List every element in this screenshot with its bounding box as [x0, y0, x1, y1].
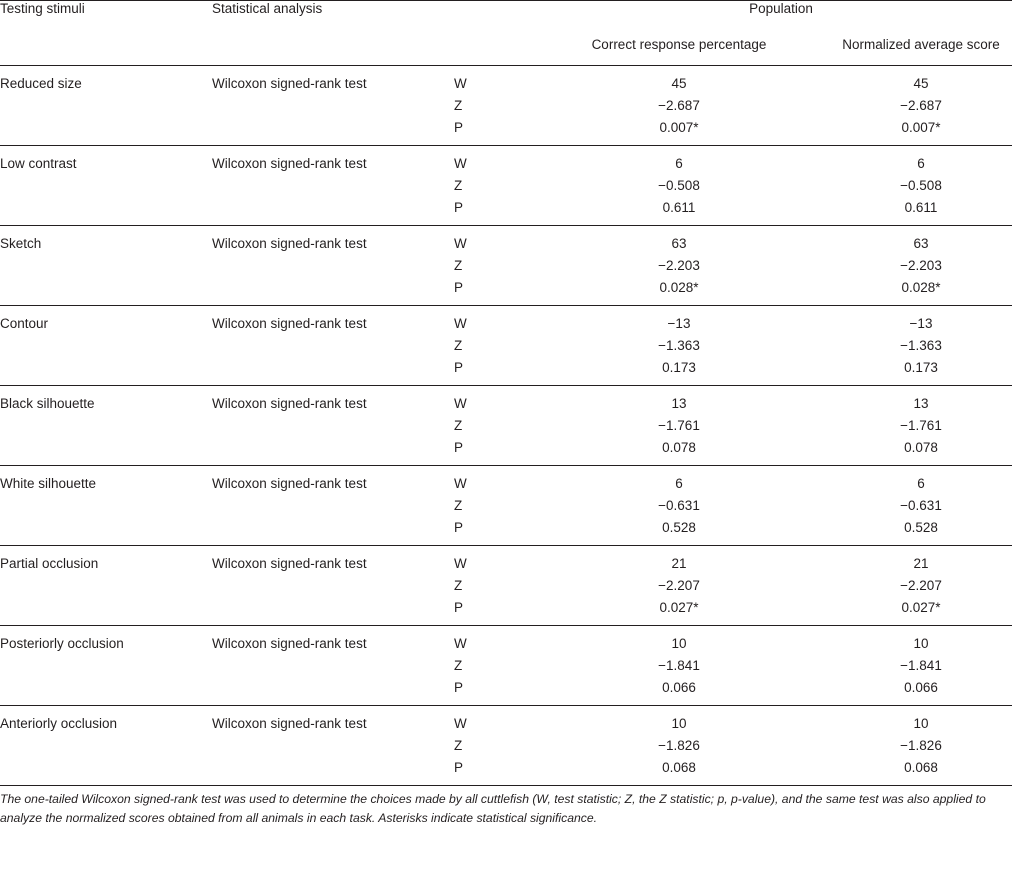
analysis-cell — [212, 66, 454, 146]
analysis-name: Wilcoxon signed-rank test — [212, 76, 367, 91]
table-row — [0, 146, 1012, 226]
correct-response-value: −0.631 — [658, 498, 700, 513]
correct-response-value: −0.508 — [658, 178, 700, 193]
normalized-score-value: 0.528 — [904, 520, 938, 535]
correct-response-value: −1.363 — [658, 338, 700, 353]
header-population — [550, 1, 1012, 38]
stat-label: W — [454, 156, 467, 171]
normalized-score-value: −13 — [909, 316, 933, 331]
normalized-score-value: −2.687 — [900, 98, 942, 113]
normalized-score-value: −1.363 — [900, 338, 942, 353]
stat-label: P — [454, 200, 464, 215]
stat-label-cell — [454, 306, 550, 386]
table-row — [0, 386, 1012, 466]
stat-label-cell — [454, 546, 550, 626]
stat-label-cell — [454, 706, 550, 786]
stat-label: W — [454, 76, 467, 91]
normalized-score-value: 0.027* — [901, 600, 941, 615]
correct-response-value: 0.027* — [659, 600, 699, 615]
table-caption: The one-tailed Wilcoxon signed-rank test was used to determine the choices made by all cuttlefish (W, test statistic; Z, the Z statistic; p, p-value), and the same test was also applied to analyze the normalized scores obtained from all animals in each task. Asterisks indicate statistical significance. — [0, 792, 986, 825]
analysis-name: Wilcoxon signed-rank test — [212, 396, 367, 411]
table-row — [0, 306, 1012, 386]
normalized-score-value: 21 — [913, 556, 929, 571]
stimulus-name: Partial occlusion — [0, 556, 99, 571]
stat-label: Z — [454, 498, 463, 513]
correct-response-value: −1.841 — [658, 658, 700, 673]
correct-response-value: 10 — [671, 636, 687, 651]
normalized-score-value: −2.207 — [900, 578, 942, 593]
correct-response-value: −1.761 — [658, 418, 700, 433]
analysis-cell — [212, 306, 454, 386]
header-population-label: Population — [749, 1, 813, 16]
stimulus-cell — [0, 466, 212, 546]
normalized-score-cell — [808, 306, 1012, 386]
correct-response-value: −1.826 — [658, 738, 700, 753]
correct-response-value: 0.028* — [659, 280, 699, 295]
normalized-score-value: −1.841 — [900, 658, 942, 673]
stat-label-cell — [454, 386, 550, 466]
stat-label: W — [454, 716, 467, 731]
table-body — [0, 66, 1012, 786]
stimulus-name: Posteriorly occlusion — [0, 636, 124, 651]
header-correct-response: Correct response percentage — [550, 37, 808, 66]
correct-response-value: 6 — [675, 476, 683, 491]
analysis-cell — [212, 386, 454, 466]
correct-response-value: −13 — [667, 316, 691, 331]
table-row — [0, 546, 1012, 626]
analysis-name: Wilcoxon signed-rank test — [212, 716, 367, 731]
stimulus-name: Low contrast — [0, 156, 77, 171]
stimulus-cell — [0, 226, 212, 306]
correct-response-value: 21 — [671, 556, 687, 571]
stimulus-name: Reduced size — [0, 76, 82, 91]
analysis-name: Wilcoxon signed-rank test — [212, 316, 367, 331]
correct-response-value: 0.078 — [662, 440, 696, 455]
normalized-score-value: 0.066 — [904, 680, 938, 695]
analysis-name: Wilcoxon signed-rank test — [212, 156, 367, 171]
header-row-2 — [0, 37, 1012, 66]
stimulus-cell — [0, 546, 212, 626]
stat-label: Z — [454, 738, 463, 753]
normalized-score-value: 6 — [917, 476, 925, 491]
normalized-score-cell — [808, 466, 1012, 546]
stimulus-name: Anteriorly occlusion — [0, 716, 118, 731]
normalized-score-cell — [808, 226, 1012, 306]
normalized-score-cell — [808, 626, 1012, 706]
normalized-score-value: 6 — [917, 156, 925, 171]
stat-label: Z — [454, 98, 463, 113]
stat-label: Z — [454, 658, 463, 673]
analysis-name: Wilcoxon signed-rank test — [212, 236, 367, 251]
analysis-cell — [212, 146, 454, 226]
correct-response-value: 0.066 — [662, 680, 696, 695]
normalized-score-value: 45 — [913, 76, 929, 91]
normalized-score-cell — [808, 706, 1012, 786]
normalized-score-value: 0.611 — [904, 200, 938, 215]
normalized-score-value: −2.203 — [900, 258, 942, 273]
correct-response-value: 0.528 — [662, 520, 696, 535]
normalized-score-value: 0.173 — [904, 360, 938, 375]
correct-response-value: −2.203 — [658, 258, 700, 273]
correct-response-value: 0.007* — [659, 120, 699, 135]
correct-response-value: −2.687 — [658, 98, 700, 113]
header-testing-stimuli: Testing stimuli — [0, 1, 212, 38]
normalized-score-value: 10 — [913, 636, 929, 651]
stat-label-cell — [454, 146, 550, 226]
normalized-score-value: −0.631 — [900, 498, 942, 513]
stimulus-name: White silhouette — [0, 476, 97, 491]
stat-label: P — [454, 280, 464, 295]
stat-label: Z — [454, 258, 463, 273]
normalized-score-value: −1.761 — [900, 418, 942, 433]
correct-response-cell — [550, 66, 808, 146]
stat-label: W — [454, 396, 467, 411]
stat-label: P — [454, 600, 464, 615]
correct-response-cell — [550, 146, 808, 226]
analysis-cell — [212, 546, 454, 626]
normalized-score-value: −1.826 — [900, 738, 942, 753]
normalized-score-cell — [808, 386, 1012, 466]
correct-response-value: 6 — [675, 156, 683, 171]
header-row-1 — [0, 1, 1012, 38]
stat-label-cell — [454, 626, 550, 706]
stat-label: P — [454, 120, 464, 135]
analysis-cell — [212, 466, 454, 546]
stimulus-name: Contour — [0, 316, 49, 331]
normalized-score-value: 0.068 — [904, 760, 938, 775]
stat-label: W — [454, 476, 467, 491]
stat-label: P — [454, 680, 464, 695]
normalized-score-value: 63 — [913, 236, 929, 251]
correct-response-cell — [550, 626, 808, 706]
normalized-score-value: 13 — [913, 396, 929, 411]
stat-label: W — [454, 236, 467, 251]
normalized-score-value: 0.078 — [904, 440, 938, 455]
stimulus-name: Sketch — [0, 236, 42, 251]
stat-label: P — [454, 520, 464, 535]
correct-response-value: 0.173 — [662, 360, 696, 375]
correct-response-cell — [550, 466, 808, 546]
stimulus-cell — [0, 66, 212, 146]
stat-label: Z — [454, 178, 463, 193]
analysis-cell — [212, 706, 454, 786]
normalized-score-cell — [808, 146, 1012, 226]
normalized-score-value: 0.007* — [901, 120, 941, 135]
stimulus-cell — [0, 706, 212, 786]
analysis-cell — [212, 626, 454, 706]
header-normalized-score: Normalized average score — [808, 37, 1012, 66]
correct-response-cell — [550, 706, 808, 786]
analysis-name: Wilcoxon signed-rank test — [212, 476, 367, 491]
table-row — [0, 66, 1012, 146]
correct-response-value: 63 — [671, 236, 687, 251]
correct-response-value: −2.207 — [658, 578, 700, 593]
stat-label-cell — [454, 466, 550, 546]
table-row — [0, 626, 1012, 706]
header-stat-label — [454, 1, 550, 38]
correct-response-cell — [550, 386, 808, 466]
stat-label: P — [454, 360, 464, 375]
stimulus-cell — [0, 626, 212, 706]
stat-label: W — [454, 316, 467, 331]
stat-label: Z — [454, 338, 463, 353]
header-statistical-analysis: Statistical analysis — [212, 1, 454, 38]
stimulus-cell — [0, 146, 212, 226]
stat-label: W — [454, 636, 467, 651]
stimulus-cell — [0, 386, 212, 466]
correct-response-value: 45 — [671, 76, 687, 91]
stat-label: Z — [454, 418, 463, 433]
normalized-score-cell — [808, 546, 1012, 626]
stat-label: P — [454, 440, 464, 455]
correct-response-value: 13 — [671, 396, 687, 411]
analysis-name: Wilcoxon signed-rank test — [212, 636, 367, 651]
correct-response-value: 0.068 — [662, 760, 696, 775]
stimulus-name: Black silhouette — [0, 396, 95, 411]
stimulus-cell — [0, 306, 212, 386]
stat-label-cell — [454, 226, 550, 306]
correct-response-cell — [550, 226, 808, 306]
correct-response-value: 10 — [671, 716, 687, 731]
normalized-score-value: 10 — [913, 716, 929, 731]
analysis-cell — [212, 226, 454, 306]
table-row — [0, 706, 1012, 786]
stat-label: Z — [454, 578, 463, 593]
normalized-score-cell — [808, 66, 1012, 146]
normalized-score-value: −0.508 — [900, 178, 942, 193]
table-row — [0, 466, 1012, 546]
normalized-score-value: 0.028* — [901, 280, 941, 295]
stat-label: W — [454, 556, 467, 571]
table-row — [0, 226, 1012, 306]
correct-response-cell — [550, 306, 808, 386]
stat-label: P — [454, 760, 464, 775]
analysis-name: Wilcoxon signed-rank test — [212, 556, 367, 571]
stat-label-cell — [454, 66, 550, 146]
correct-response-value: 0.611 — [662, 200, 696, 215]
correct-response-cell — [550, 546, 808, 626]
